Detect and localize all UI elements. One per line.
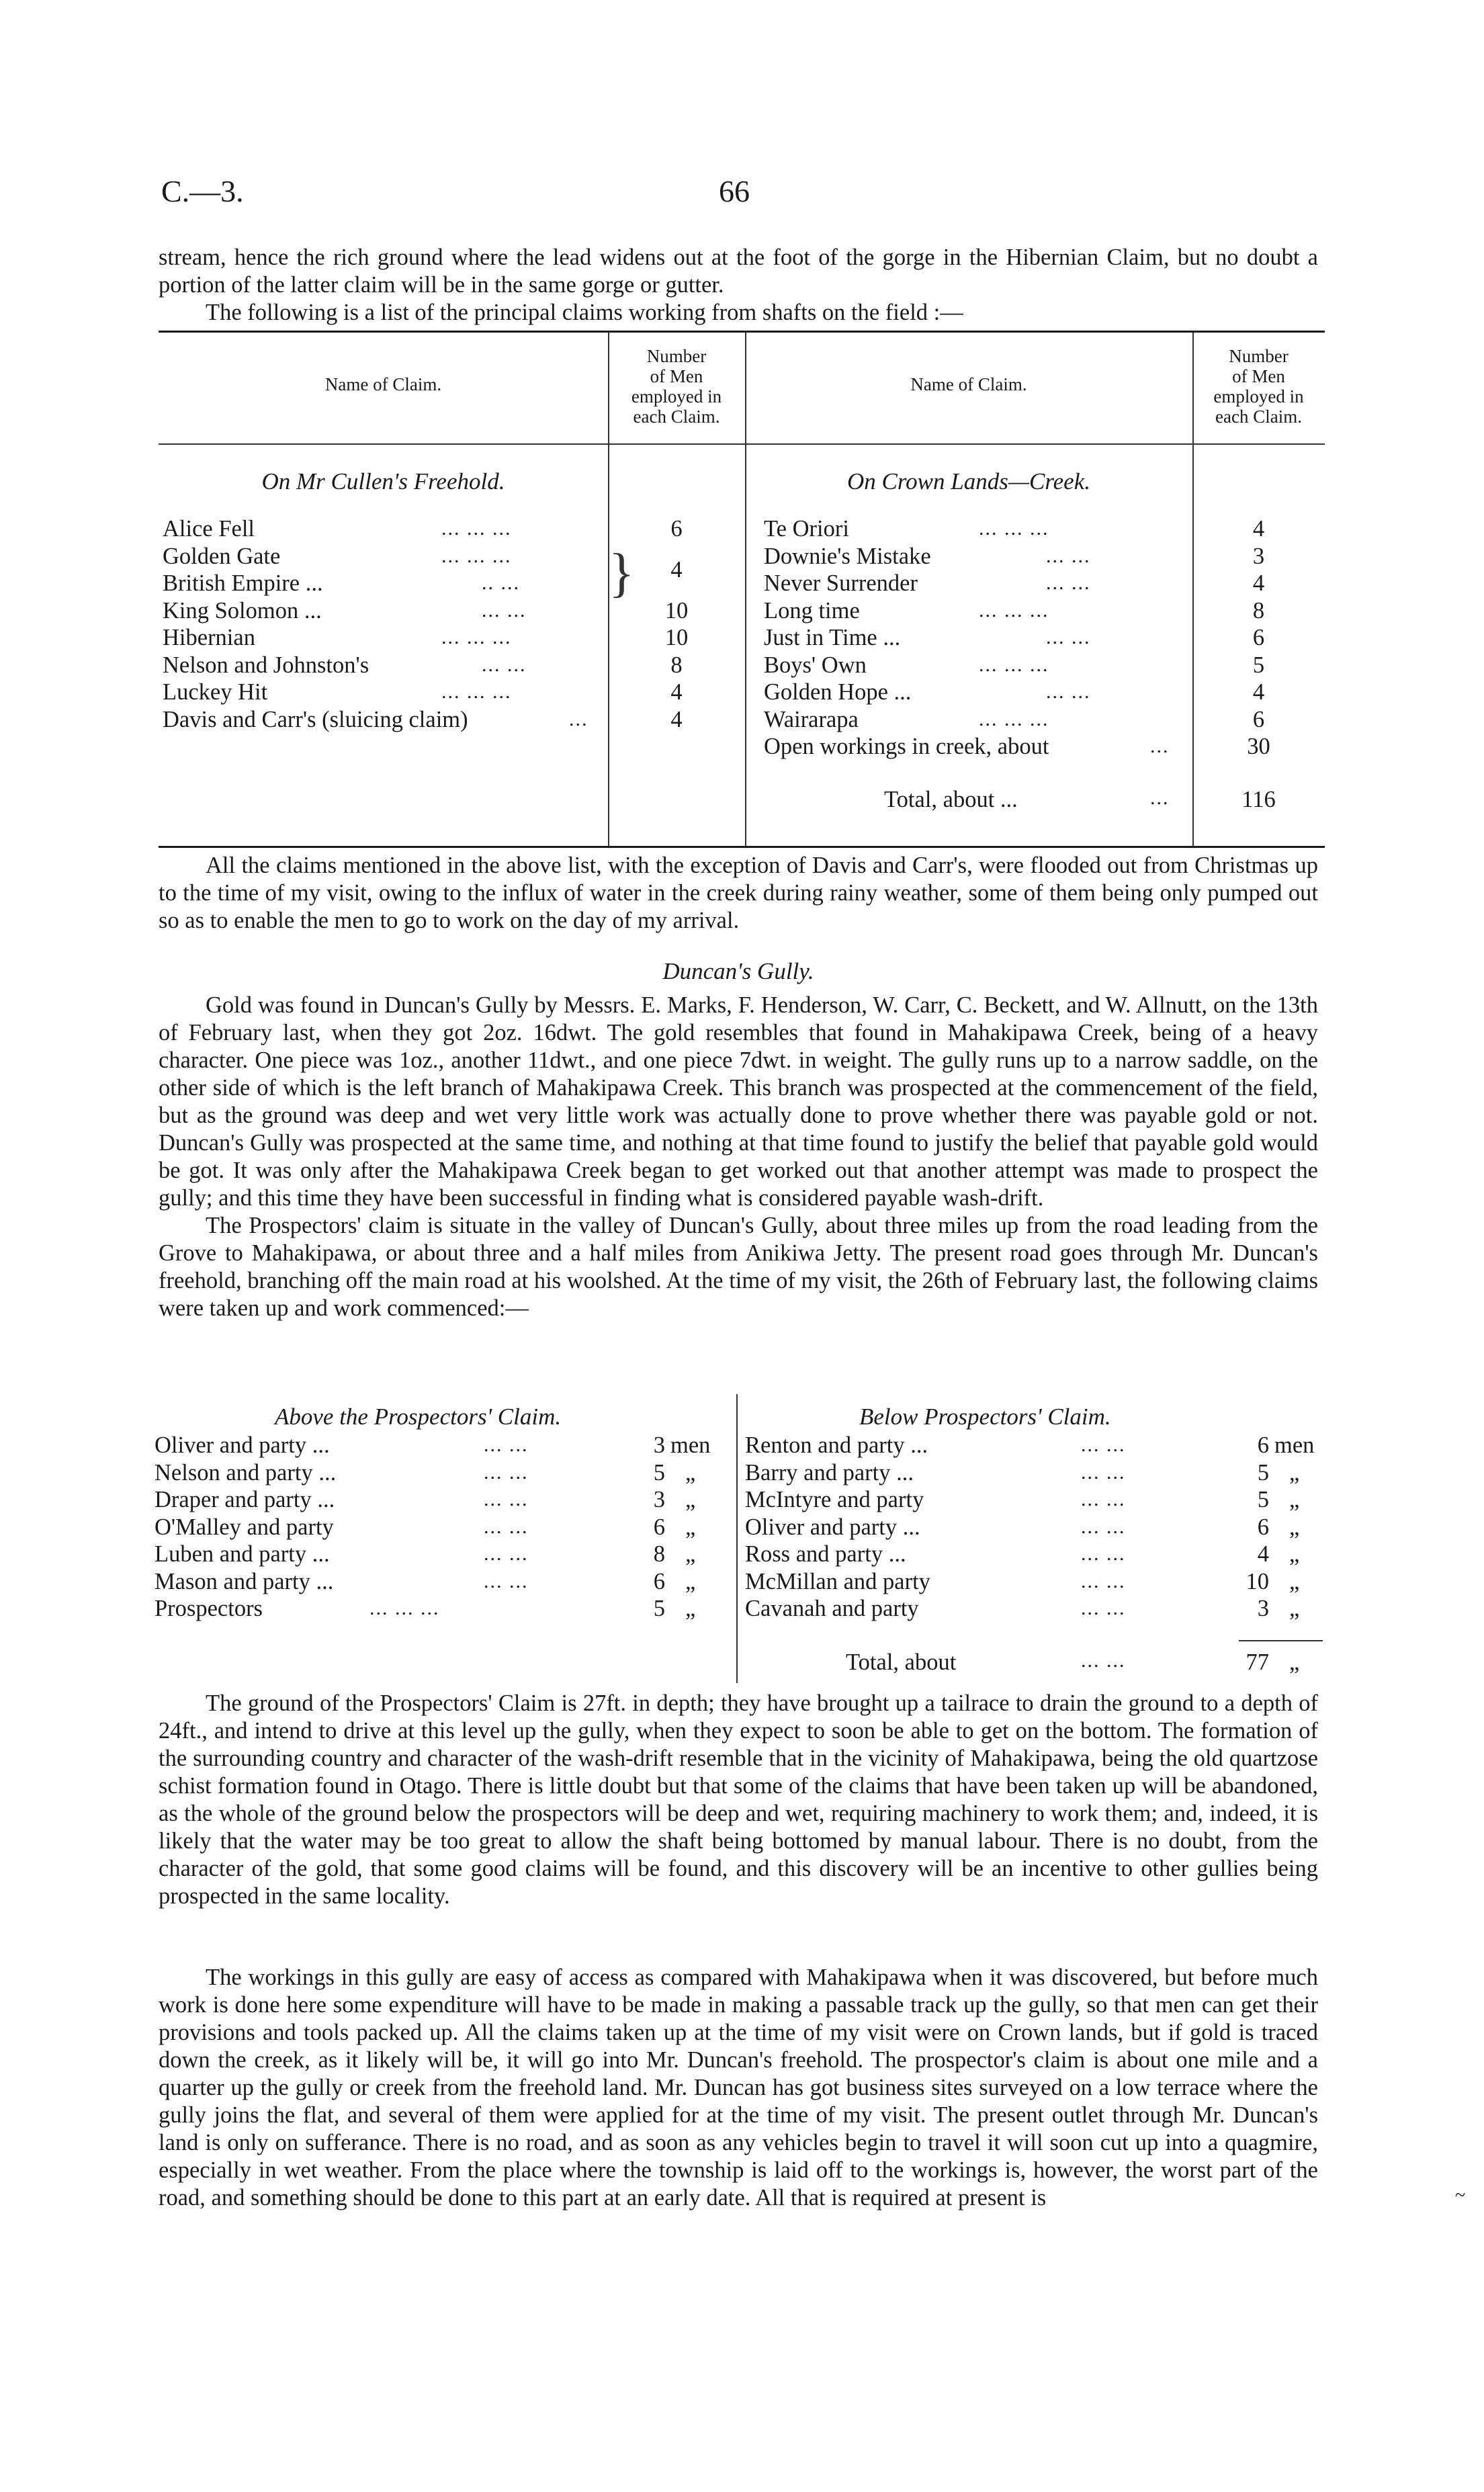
paragraph-prospectors-claim — [159, 1212, 1318, 1322]
unit: „ — [685, 1487, 696, 1512]
intro-paragraph: stream, hence the rich ground where the lead widens out at the foot of the gorge in the Hibernian Claim, but no doubt a portion of the latter claim will be in the same gorge or gutter. — [159, 245, 1318, 298]
table-row — [745, 1514, 1323, 1541]
claim-name: Golden Gate — [163, 543, 281, 569]
below-prospectors-list — [745, 1432, 1323, 1623]
leader-dots: ... ... — [1081, 1434, 1126, 1456]
party-name: Oliver and party ... — [745, 1514, 920, 1540]
table-row — [155, 1459, 732, 1487]
leader-dots: ... ... ... — [441, 681, 512, 703]
men-count: 10 — [664, 625, 689, 650]
party-name: Mason and party ... — [155, 1568, 334, 1594]
table-row — [745, 1568, 1323, 1596]
leader-dots: ... — [1150, 787, 1170, 809]
men-count: 3 — [653, 1487, 665, 1512]
brace: } — [609, 544, 635, 603]
table-row — [163, 706, 740, 734]
leader-dots: ... ... ... — [441, 517, 512, 540]
intro-list-lead: The following is a list of the principal claims working from shafts on the field :— — [206, 300, 963, 325]
claim-name: Never Surrender — [764, 570, 918, 596]
table-row — [764, 515, 1325, 543]
men-count: 5 — [1257, 1459, 1269, 1486]
leader-dots: ... ... — [1081, 1570, 1126, 1592]
column-header-men — [608, 346, 745, 427]
table-row — [764, 570, 1325, 597]
men-count: 8 — [653, 1541, 665, 1567]
men-count: 6 — [1257, 1514, 1269, 1540]
below-prospectors-heading: Below Prospectors' Claim. — [859, 1404, 1111, 1430]
column-header-name: Name of Claim. — [910, 374, 1027, 394]
party-name: Prospectors — [155, 1596, 263, 1621]
table-row — [764, 733, 1325, 761]
men-count: 4 — [1252, 516, 1265, 542]
table-row — [745, 1486, 1323, 1514]
unit: „ — [685, 1459, 696, 1486]
unit: men — [1274, 1432, 1315, 1458]
leader-dots: ... ... ... — [441, 544, 512, 567]
column-header-line: employed in — [1213, 386, 1304, 406]
leader-dots: ... ... — [482, 653, 527, 676]
leader-dots: ... ... — [1081, 1515, 1126, 1538]
party-name: Ross and party ... — [745, 1541, 906, 1567]
freehold-claims-list — [163, 515, 740, 733]
above-prospectors-list — [155, 1432, 732, 1623]
leader-dots: ... ... — [482, 599, 527, 621]
crown-lands-claims-list — [764, 515, 1325, 761]
column-header-line: Number — [646, 346, 707, 366]
table-row — [745, 1432, 1323, 1459]
table-row — [155, 1514, 732, 1541]
party-name: Barry and party ... — [745, 1459, 914, 1486]
unit: men — [670, 1432, 711, 1458]
leader-dots: ... ... — [1046, 572, 1091, 594]
paragraph-ground — [159, 1690, 1318, 1910]
table-row — [745, 1541, 1323, 1568]
unit: „ — [1289, 1596, 1300, 1621]
leader-dots: ... ... — [484, 1543, 529, 1565]
leader-dots: ... ... — [1081, 1543, 1126, 1565]
total-rule — [1239, 1640, 1323, 1641]
leader-dots: ... ... — [484, 1570, 529, 1592]
men-count: 6 — [653, 1568, 665, 1594]
men-count: 4 — [670, 706, 683, 732]
leader-dots: ... ... — [1046, 626, 1091, 648]
men-count: 5 — [1252, 652, 1265, 678]
men-count: 4 — [670, 679, 683, 705]
column-header-line: each Claim. — [1215, 406, 1302, 427]
unit: „ — [685, 1514, 696, 1540]
table-row — [745, 1595, 1323, 1623]
men-count: 4 — [1252, 570, 1265, 596]
leader-dots: ... ... — [484, 1515, 529, 1538]
unit: „ — [685, 1596, 696, 1621]
column-header-line: of Men — [650, 366, 703, 386]
claim-name: British Empire ... — [163, 570, 323, 596]
intro-text — [159, 244, 1318, 327]
party-name: Cavanah and party — [745, 1596, 919, 1621]
table-row — [764, 652, 1325, 679]
leader-dots: ... ... ... — [979, 653, 1049, 676]
column-header-line: of Men — [1232, 366, 1285, 386]
table-row — [155, 1432, 732, 1459]
paragraph-flooded — [159, 852, 1318, 935]
men-count: 5 — [653, 1459, 665, 1486]
claim-name: Golden Hope ... — [764, 679, 912, 705]
total-value: 77 — [1246, 1649, 1269, 1675]
table-row — [764, 543, 1325, 570]
men-count: 6 — [1252, 706, 1265, 732]
total-label: Total, about — [846, 1649, 957, 1675]
table-row — [155, 1568, 732, 1596]
claim-name: Te Oriori — [764, 516, 849, 542]
claim-name: Open workings in creek, about — [764, 734, 1049, 759]
table-row — [163, 624, 740, 652]
men-count: 3 — [1257, 1596, 1269, 1621]
claim-name: Hibernian — [163, 625, 255, 650]
claim-name: Wairarapa — [764, 706, 859, 732]
leader-dots: ... ... ... — [979, 599, 1049, 621]
leader-dots: ... ... ... — [441, 626, 512, 648]
margin-mark: ~ — [1455, 2185, 1466, 2206]
section-heading-crown-lands: On Crown Lands—Creek. — [846, 468, 1090, 495]
total-value: 116 — [1241, 787, 1276, 812]
leader-dots: ... ... — [1081, 1488, 1126, 1510]
table-row — [155, 1595, 732, 1623]
men-count: 6 — [1257, 1432, 1269, 1458]
party-name: McIntyre and party — [745, 1487, 924, 1512]
column-divider — [736, 1394, 738, 1683]
leader-dots: ... ... ... — [979, 517, 1049, 540]
page-number: 66 — [719, 174, 750, 208]
unit: „ — [685, 1568, 696, 1594]
column-header-line: employed in — [631, 386, 722, 406]
men-count: 8 — [1252, 597, 1265, 624]
men-count: 5 — [1257, 1487, 1269, 1512]
leader-dots: ... — [1150, 735, 1170, 757]
leader-dots: .. ... — [482, 572, 520, 594]
table-row — [163, 679, 740, 706]
table-row — [745, 1459, 1323, 1487]
table-row — [163, 597, 740, 625]
table-row — [764, 624, 1325, 652]
party-name: Luben and party ... — [155, 1541, 330, 1567]
column-header-men — [1192, 346, 1325, 427]
leader-dots: ... ... — [1081, 1461, 1126, 1484]
claim-name: King Solomon ... — [163, 597, 322, 624]
leader-dots: ... ... ... — [979, 707, 1049, 730]
men-count: 10 — [1246, 1568, 1269, 1594]
men-count: 8 — [670, 652, 683, 678]
men-count: 3 — [653, 1432, 665, 1458]
above-prospectors-heading: Above the Prospectors' Claim. — [275, 1404, 562, 1430]
men-count: 6 — [653, 1514, 665, 1540]
men-count: 4 — [1257, 1541, 1269, 1567]
leader-dots: ... — [569, 707, 588, 730]
paragraph-text: All the claims mentioned in the above list, with the exception of Davis and Carr's, were flooded out from Christmas up to the time of my visit, owing to the influx of water in the creek during rainy weather, some of them being only pumped out so as to enable the men to go to work on the day of my arrival. — [159, 853, 1318, 933]
shared-men-count: 4 — [670, 557, 683, 583]
section-heading-duncans-gully: Duncan's Gully. — [662, 958, 814, 984]
leader-dots: ... ... — [1046, 681, 1091, 703]
men-count: 10 — [664, 597, 689, 624]
table-row — [163, 652, 740, 679]
leader-dots: ... ... — [484, 1434, 529, 1456]
claim-name: Davis and Carr's (sluicing claim) — [163, 706, 468, 732]
table-header-rule — [159, 443, 1325, 445]
men-count: 5 — [653, 1596, 665, 1621]
table-row — [764, 679, 1325, 706]
unit: „ — [1289, 1514, 1300, 1540]
table-row — [155, 1541, 732, 1568]
party-name: Draper and party ... — [155, 1487, 335, 1512]
claim-name: Nelson and Johnston's — [163, 652, 369, 678]
column-header-line: each Claim. — [633, 406, 720, 427]
leader-dots: ... ... — [1046, 544, 1091, 567]
paragraph-text: The Prospectors' claim is situate in the valley of Duncan's Gully, about three miles up from the road leading from the Grove to Mahakipawa, or about three and a half miles from Anikiwa Jetty. The present road goes through Mr. Duncan's freehold, branching off the main road at his woolshed. At the time of my visit, the 26th of February last, the following claims were taken up and work commenced:— — [159, 1213, 1318, 1321]
men-count: 4 — [1252, 679, 1265, 705]
claim-name: Long time — [764, 597, 860, 624]
leader-dots: ... ... — [484, 1461, 529, 1484]
men-count: 3 — [1252, 543, 1265, 569]
claim-name: Alice Fell — [163, 516, 255, 542]
party-name: O'Malley and party — [155, 1514, 334, 1540]
paragraph-workings — [159, 1964, 1318, 2212]
unit: „ — [1289, 1649, 1300, 1675]
party-name: Nelson and party ... — [155, 1459, 337, 1486]
claim-name: Downie's Mistake — [764, 543, 931, 569]
leader-dots: ... ... — [1081, 1597, 1126, 1619]
leader-dots: ... ... — [484, 1488, 529, 1510]
men-count: 6 — [1252, 625, 1265, 650]
column-divider — [745, 333, 746, 846]
total-label: Total, about ... — [884, 787, 1018, 812]
leader-dots: ... ... — [1081, 1649, 1126, 1672]
unit: „ — [1289, 1541, 1300, 1567]
unit: „ — [685, 1541, 696, 1567]
unit: „ — [1289, 1568, 1300, 1594]
party-name: Renton and party ... — [745, 1432, 928, 1458]
paragraph-text: Gold was found in Duncan's Gully by Messrs. E. Marks, F. Henderson, W. Carr, C. Beckett, and W. Allnutt, on the 13th of February last, when they got 2oz. 16dwt. The gold resembles that found in Mahakipawa Creek, being of a heavy character. One piece was 1oz., another 11dwt., and one piece 7dwt. in weight. The gully runs up to a narrow saddle, on the other side of which is the left branch of Mahakipawa Creek. This branch was prospected at the commencement of the field, but as the ground was deep and wet very little work was actually done to prove whether there was payable gold or not. Duncan's Gully was prospected at the same time, and nothing at that time found to justify the belief that payable gold would be got. It was only after the Mahakipawa Creek began to get worked out that another attempt was made to prospect the gully; and this time they have been successful in finding what is considered payable wash-drift. — [159, 992, 1318, 1211]
party-table — [150, 1394, 1326, 1683]
document-code: C.—3. — [161, 174, 244, 208]
table-row — [764, 706, 1325, 734]
men-count: 30 — [1247, 734, 1270, 759]
leader-dots: ... ... ... — [369, 1597, 440, 1619]
section-heading-freehold: On Mr Cullen's Freehold. — [261, 468, 505, 495]
unit: „ — [1289, 1459, 1300, 1486]
column-header-name: Name of Claim. — [324, 374, 442, 394]
table-row — [163, 515, 740, 543]
claims-table — [159, 331, 1325, 848]
paragraph-text: The workings in this gully are easy of access as compared with Mahakipawa when it was discovered, but before much work is done here some expenditure will have to be made in making a passable track up the gully, so that men can get their provisions and tools packed up. All the claims taken up at the time of my visit were on Crown lands, but if gold is traced down the creek, as it likely will be, it will go into Mr. Duncan's freehold. The prospector's claim is about one mile and a quarter up the gully or creek from the freehold land. Mr. Duncan has got business sites surveyed on a low terrace where the gully joins the flat, and several of them were applied for at the time of my visit. The present outlet through Mr. Duncan's land is only on sufferance. There is no road, and as soon as any vehicles begin to travel it will soon cut up into a quagmire, especially in wet weather. From the place where the township is laid off to the workings is, however, the worst part of the road, and something should be done to this part at an early date. All that is required at present is — [159, 1965, 1318, 2210]
party-name: McMillan and party — [745, 1568, 930, 1594]
table-row — [764, 597, 1325, 625]
paragraph-text: The ground of the Prospectors' Claim is 27ft. in depth; they have brought up a tailrace to drain the ground to a depth of 24ft., and intend to drive at this level up the gully, when they expect to soon be able to get on the bottom. The formation of the surrounding country and character of the wash-drift resemble that in the vicinity of Mahakipawa, being the old quartzose schist formation found in Otago. There is little doubt but that some of the claims that have been taken up will be abandoned, as the whole of the ground below the prospectors will be deep and wet, requiring machinery to work them; and, indeed, it is likely that the water may be too great to allow the shaft being bottomed by manual labour. There is no doubt, from the character of the gold, that some good claims will be found, and this discovery will be an incentive to other gullies being prospected in the same locality. — [159, 1690, 1318, 1909]
party-name: Oliver and party ... — [155, 1432, 330, 1458]
table-row — [155, 1486, 732, 1514]
claim-name: Just in Time ... — [764, 625, 901, 650]
claim-name: Boys' Own — [764, 652, 867, 678]
paragraph-gold-found — [159, 992, 1318, 1212]
claim-name: Luckey Hit — [163, 679, 268, 705]
column-header-line: Number — [1229, 346, 1289, 366]
unit: „ — [1289, 1487, 1300, 1512]
men-count: 6 — [670, 516, 683, 542]
